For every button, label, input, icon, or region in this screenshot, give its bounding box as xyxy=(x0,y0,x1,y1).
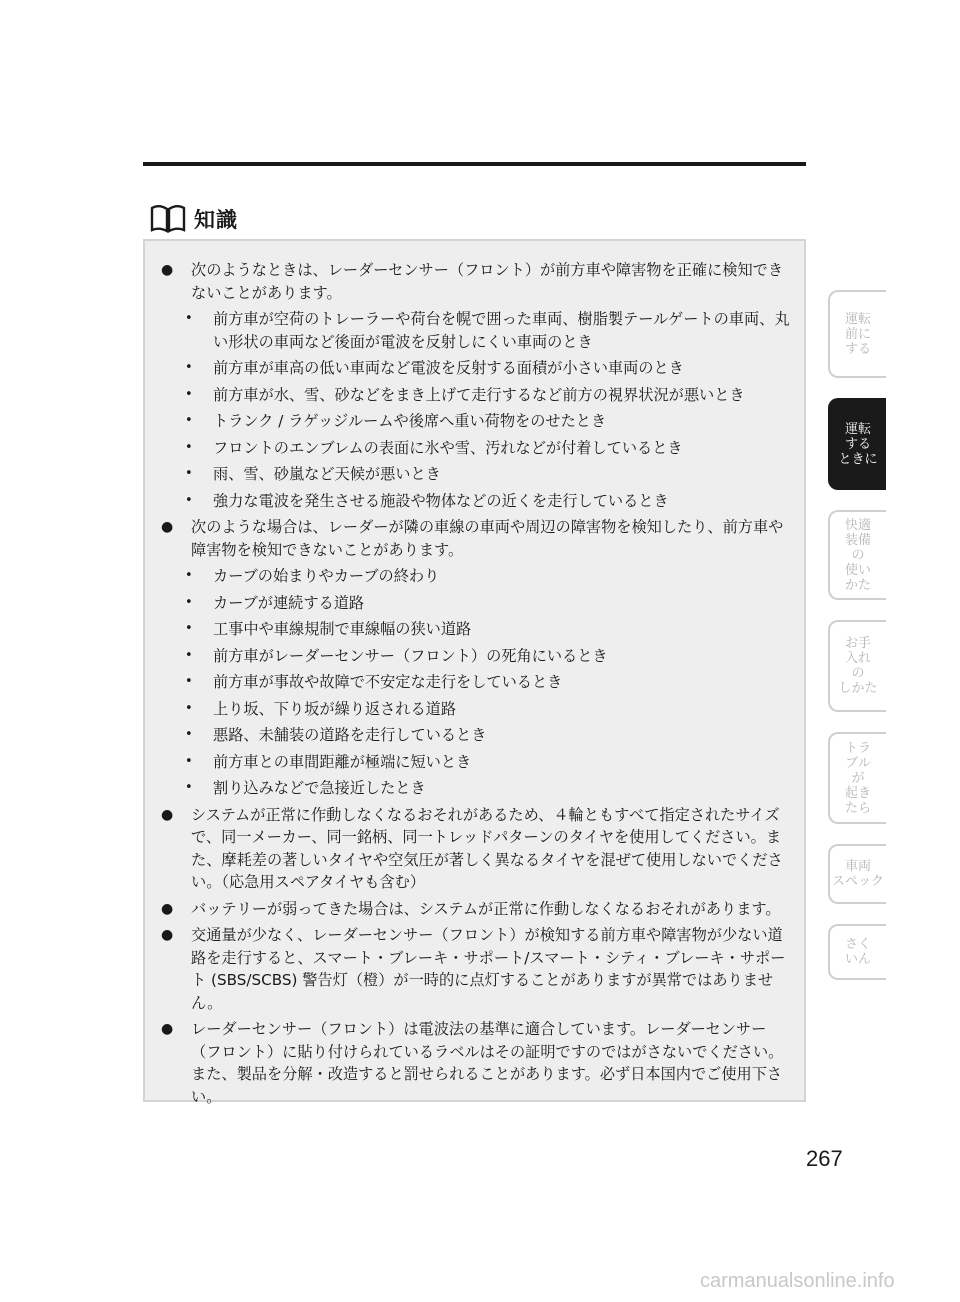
item-text: 前方車が事故や故障で不安定な走行をしているとき xyxy=(213,673,563,691)
small-bullet-icon: • xyxy=(185,647,193,663)
sub-list-item xyxy=(185,777,790,800)
sub-list-item xyxy=(185,437,790,460)
small-bullet-icon: • xyxy=(185,727,193,742)
small-bullet-icon: • xyxy=(185,780,193,795)
small-bullet-icon: • xyxy=(185,753,193,769)
chapter-tab-label: トラ ブル が 起き たら xyxy=(844,740,871,816)
chapter-tab[interactable] xyxy=(828,398,886,490)
chapter-tab-label: 快適 装備 の 使い かた xyxy=(844,517,871,593)
small-bullet-icon: • xyxy=(185,386,193,402)
chapter-tabs xyxy=(828,290,890,1000)
page-number: 267 xyxy=(806,1146,843,1171)
sub-list-item xyxy=(185,308,790,353)
small-bullet-icon: • xyxy=(185,413,193,428)
bullet-icon: ● xyxy=(161,1021,174,1037)
section-heading xyxy=(150,204,238,234)
chapter-tab-label: 車両 スペック xyxy=(831,859,884,889)
small-bullet-icon: • xyxy=(185,700,193,716)
bullet-icon: ● xyxy=(161,927,174,943)
chapter-tab[interactable] xyxy=(828,924,886,980)
small-bullet-icon: • xyxy=(185,674,193,689)
watermark: carmanualsonline.info xyxy=(700,1270,895,1292)
section-title: 知識 xyxy=(194,208,238,232)
chapter-tab[interactable] xyxy=(828,290,886,378)
sub-list-item xyxy=(185,671,790,694)
small-bullet-icon: • xyxy=(185,439,193,455)
item-text: 次のようなときは、レーダーセンサー（フロント）が前方車や障害物を正確に検知できないことがあります。 xyxy=(191,261,784,302)
item-text: 前方車が空荷のトレーラーや荷台を幌で囲った車両、樹脂製テールゲートの車両、丸い形状の車両など後面が電波を反射しにくい車両のとき xyxy=(213,310,790,351)
list-item xyxy=(161,259,790,304)
sub-list-item xyxy=(185,565,790,588)
item-text: 前方車がレーダーセンサー（フロント）の死角にいるとき xyxy=(213,646,608,665)
small-bullet-icon: • xyxy=(185,492,193,508)
sub-list-item xyxy=(185,724,790,747)
sub-list-item xyxy=(185,751,790,774)
item-text: レーダーセンサー（フロント）は電波法の基準に適合しています。レーダーセンサー（フロント）に貼り付けられているラベルはその証明ですのではがさないでください。また、製品を分解・改造すると罰せられることがあります。必ず日本国内でご使用下さい。 xyxy=(191,1020,784,1106)
small-bullet-icon: • xyxy=(185,594,193,610)
sub-list-item xyxy=(185,592,790,615)
chapter-tab-label: 運転 する ときに xyxy=(838,421,878,467)
item-text: 前方車との車間距離が極端に短いとき xyxy=(213,752,472,771)
list-item xyxy=(161,516,790,561)
chapter-tab[interactable] xyxy=(828,510,886,600)
knowledge-list xyxy=(145,259,804,1112)
small-bullet-icon: • xyxy=(185,621,193,636)
bullet-icon: ● xyxy=(161,519,174,535)
list-item xyxy=(161,1018,790,1108)
item-text: フロントのエンブレムの表面に氷や雪、汚れなどが付着しているとき xyxy=(213,438,683,457)
item-text: 悪路、未舗装の道路を走行しているとき xyxy=(213,726,487,744)
sub-list-item xyxy=(185,490,790,513)
item-text: トランク / ラゲッジルームや後席へ重い荷物をのせたとき xyxy=(213,412,607,430)
top-rule xyxy=(143,162,806,166)
item-text: 次のような場合は、レーダーが隣の車線の車両や周辺の障害物を検知したり、前方車や障害物を検知できないことがあります。 xyxy=(191,518,784,559)
item-text: カーブの始まりやカーブの終わり xyxy=(213,567,440,585)
list-item xyxy=(161,804,790,894)
sub-list-item xyxy=(185,410,790,433)
sub-list-item xyxy=(185,618,790,641)
knowledge-box xyxy=(143,239,806,1106)
list-item xyxy=(161,924,790,1014)
chapter-tab[interactable] xyxy=(828,844,886,904)
item-text: 上り坂、下り坂が繰り返される道路 xyxy=(213,699,456,718)
item-text: 交通量が少なく、レーダーセンサー（フロント）が検知する前方車や障害物が少ない道路を走行すると、スマート・ブレーキ・サポート/スマート・シティ・ブレーキ・サポート (SBS/SCBS) 警告灯（橙）が一時的に点灯することがありますが異常ではありません。 xyxy=(191,926,786,1012)
item-text: 割り込みなどで急接近したとき xyxy=(213,779,426,797)
sub-list-item xyxy=(185,645,790,668)
list-item xyxy=(161,898,790,921)
chapter-tab-label: お手 入れ の しかた xyxy=(838,636,878,696)
chapter-tab-label: さく いん xyxy=(844,937,871,967)
item-text: 強力な電波を発生させる施設や物体などの近くを走行しているとき xyxy=(213,491,669,510)
chapter-tab[interactable] xyxy=(828,620,886,712)
item-text: 工事中や車線規制で車線幅の狭い道路 xyxy=(213,620,472,638)
bullet-icon: ● xyxy=(161,262,174,278)
small-bullet-icon: • xyxy=(185,466,193,481)
book-icon xyxy=(150,204,186,234)
item-text: カーブが連続する道路 xyxy=(213,593,365,612)
bullet-icon: ● xyxy=(161,806,174,823)
sub-list-item xyxy=(185,698,790,721)
small-bullet-icon: • xyxy=(185,311,193,326)
item-text: 前方車が水、雪、砂などをまき上げて走行するなど前方の視界状況が悪いとき xyxy=(213,385,745,404)
item-text: システムが正常に作動しなくなるおそれがあるため、４輪ともすべて指定されたサイズで、同一メーカー、同一銘柄、同一トレッドパターンのタイヤを使用してください。また、摩耗差の著しいタイヤや空気圧が著しく異なるタイヤを混ぜて使用しないでください。（応急用スペアタイヤも含む） xyxy=(191,805,783,891)
item-text: 雨、雪、砂嵐など天候が悪いとき xyxy=(213,465,441,483)
bullet-icon: ● xyxy=(161,900,174,917)
chapter-tab[interactable] xyxy=(828,732,886,824)
sub-list-item xyxy=(185,357,790,380)
item-text: バッテリーが弱ってきた場合は、システムが正常に作動しなくなるおそれがあります。 xyxy=(191,899,781,918)
chapter-tab-label: 運転 前に する xyxy=(844,311,871,357)
sub-list-item xyxy=(185,384,790,407)
small-bullet-icon: • xyxy=(185,360,193,375)
small-bullet-icon: • xyxy=(185,568,193,583)
sub-list-item xyxy=(185,463,790,486)
item-text: 前方車が車高の低い車両など電波を反射する面積が小さい車両のとき xyxy=(213,359,684,377)
